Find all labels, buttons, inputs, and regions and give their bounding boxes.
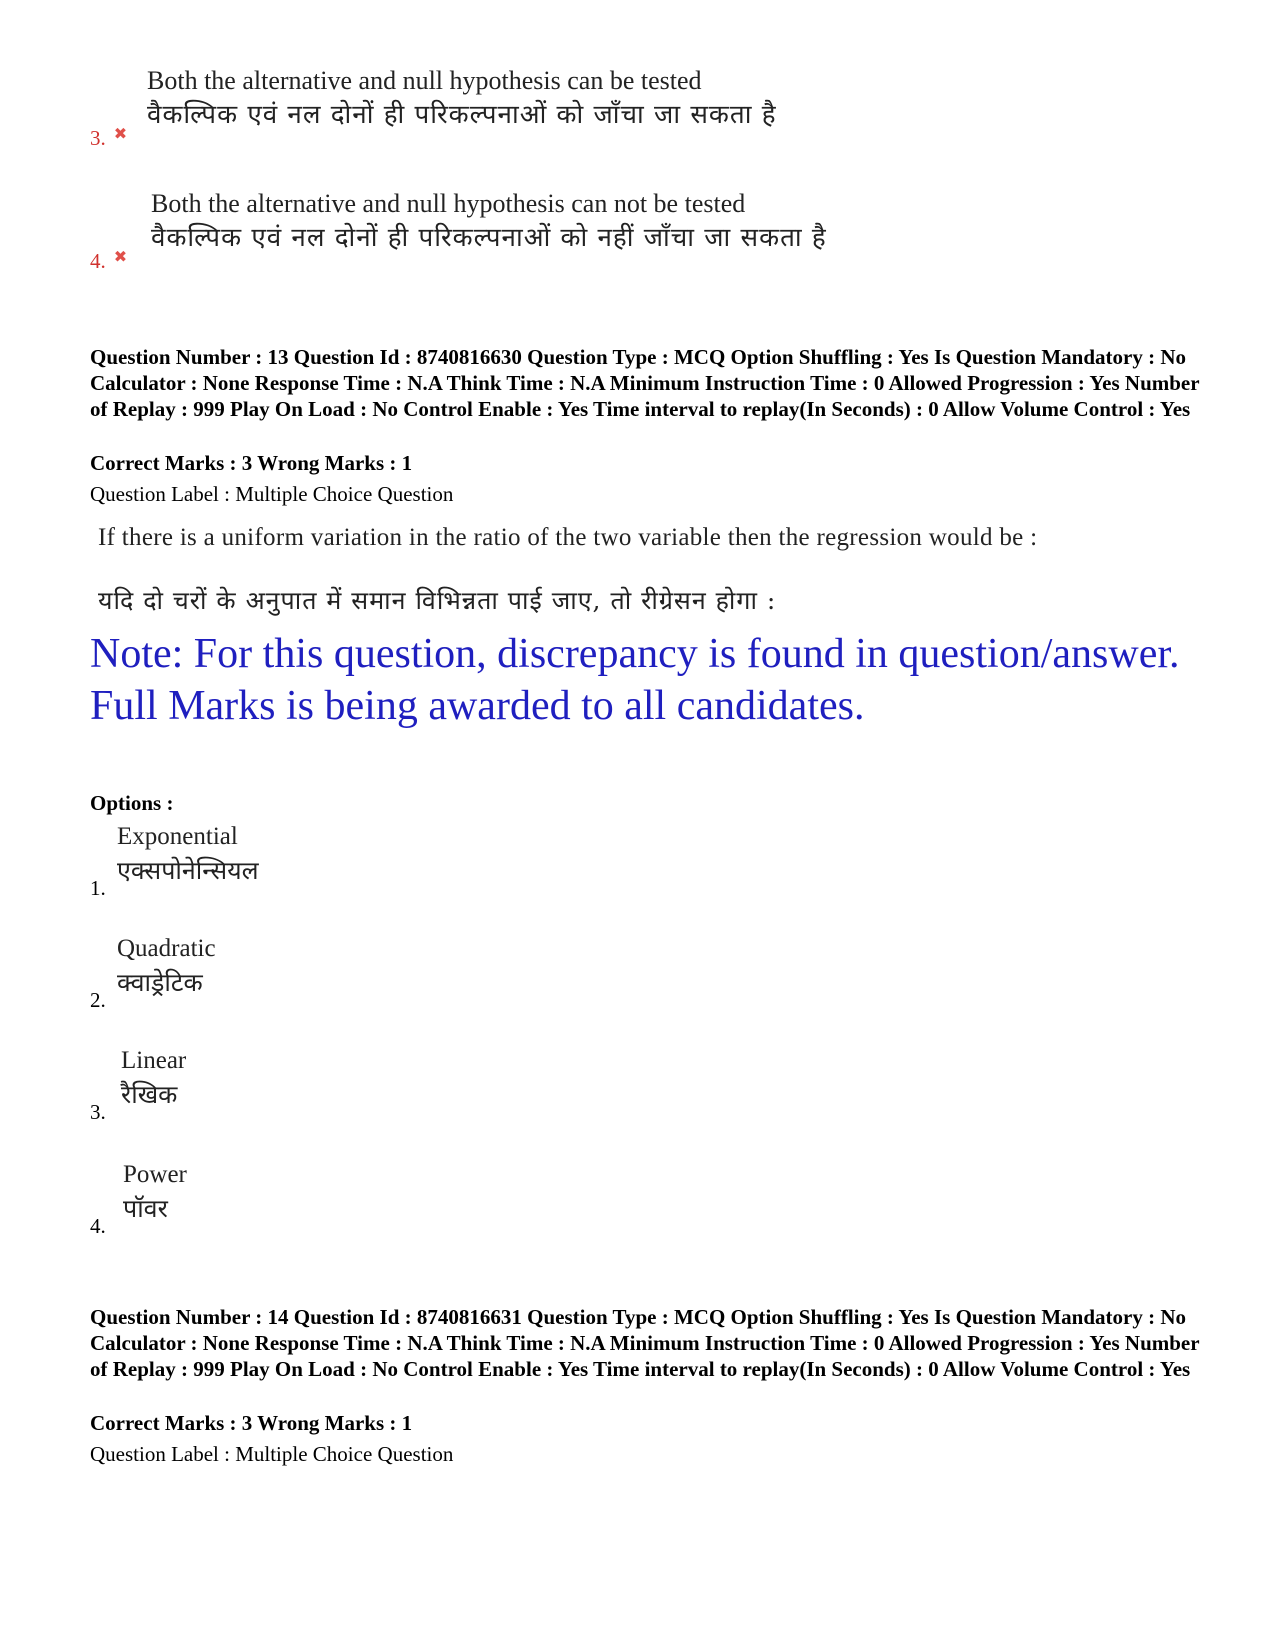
option-text-en: Quadratic [117,935,216,962]
q13-marks: Correct Marks : 3 Wrong Marks : 1 [90,451,413,475]
prev-option-3-marker [90,124,127,151]
q14-meta: Question Number : 14 Question Id : 8740816631 Question Type : MCQ Option Shuffling : Yes Is Question Mandatory : No Calculator : None Response Time : N.A Think Time : N.A Minimum Instruction Time : 0 Allowed Progression : Yes Number of Replay : 999 Play On Load : No Control Enable : Yes Time interval to replay(In Seconds) : 0 Allow Volume Control : Yes [90,1305,1200,1381]
prev-option-4-text-en: Both the alternative and null hypothesis can not be tested [151,189,746,218]
option-text-hi: क्वाड्रेटिक [117,968,203,997]
prev-option-4-text-hi: वैकल्पिक एवं नल दोनों ही परिकल्पनाओं को नहीं जाँचा जा सकता है [151,223,827,253]
option-number: 3. [90,126,106,150]
q13-option-3 [90,1046,490,1126]
q13-option-4 [90,1160,490,1240]
option-number: 1. [90,876,106,900]
option-number: 3. [90,1100,106,1124]
q13-question-hi: यदि दो चरों के अनुपात में समान विभिन्नता पाई जाए, तो रीग्रेसन होगा : [98,586,777,615]
wrong-cross-icon: ✖ [113,124,128,143]
prev-option-3-text-en: Both the alternative and null hypothesis can be tested [147,66,702,95]
prev-option-3 [90,66,1090,156]
option-number: 4. [90,1214,106,1238]
option-text-en: Power [123,1161,187,1188]
prev-option-3-text-hi: वैकल्पिक एवं नल दोनों ही परिकल्पनाओं को जाँचा जा सकता है [147,100,777,130]
q13-options-heading: Options : [90,791,174,815]
option-text-en: Linear [121,1047,187,1074]
q13-meta: Question Number : 13 Question Id : 8740816630 Question Type : MCQ Option Shuffling : Yes Is Question Mandatory : No Calculator : None Response Time : N.A Think Time : N.A Minimum Instruction Time : 0 Allowed Progression : Yes Number of Replay : 999 Play On Load : No Control Enable : Yes Time interval to replay(In Seconds) : 0 Allow Volume Control : Yes [90,345,1200,421]
option-number: 4. [90,249,106,273]
q14-label: Question Label : Multiple Choice Question [90,1442,454,1466]
option-text-hi: पॉवर [123,1194,168,1223]
q13-label: Question Label : Multiple Choice Question [90,482,454,506]
q13-question-en: If there is a uniform variation in the ratio of the two variable then the regression would be : [98,524,1038,551]
q13-option-1 [90,822,490,902]
prev-option-4-marker [90,247,127,274]
option-text-en: Exponential [117,823,238,850]
wrong-cross-icon: ✖ [113,247,128,266]
option-text-hi: रैखिक [121,1080,178,1109]
q13-option-2 [90,934,490,1014]
q14-marks: Correct Marks : 3 Wrong Marks : 1 [90,1411,413,1435]
option-text-hi: एक्सपोनेन्सियल [117,856,259,885]
q13-discrepancy-note: Note: For this question, discrepancy is found in question/answer. Full Marks is being awarded to all candidates. [90,631,1180,729]
prev-option-4 [90,189,1090,279]
option-number: 2. [90,988,106,1012]
